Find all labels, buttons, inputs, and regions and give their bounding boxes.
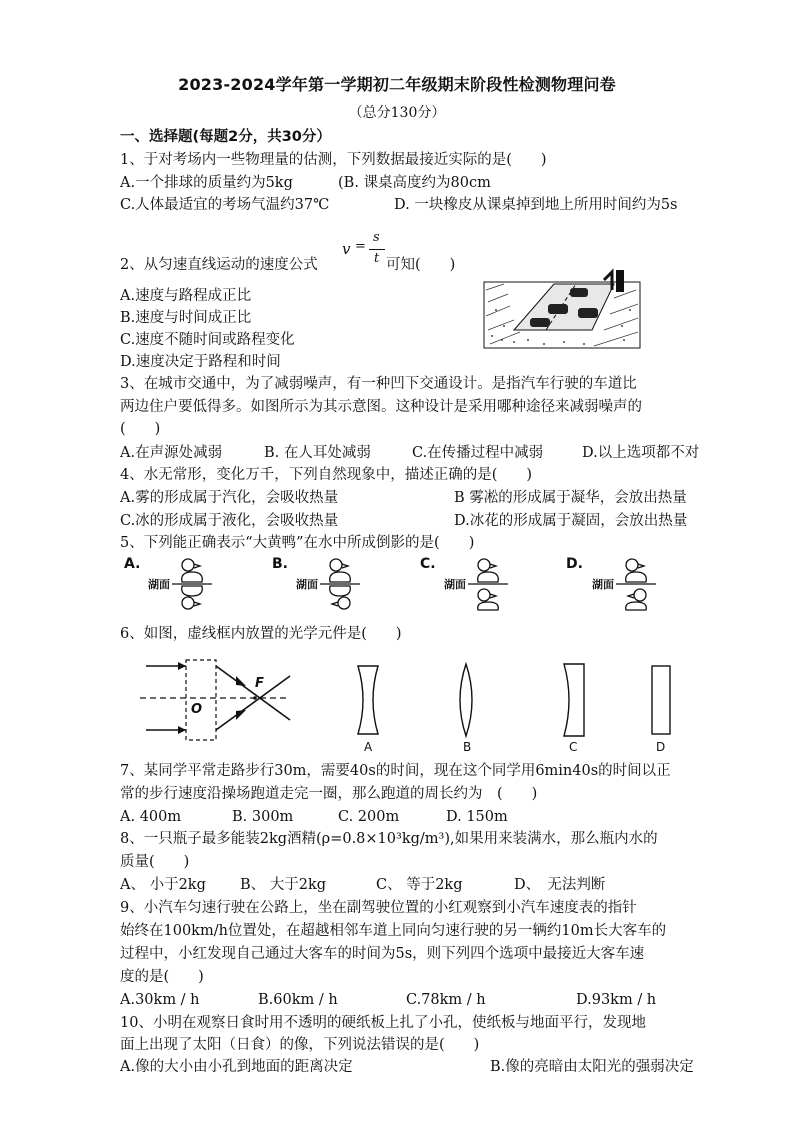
q6-label-d: D <box>656 740 666 754</box>
duck-figure-d <box>616 556 656 612</box>
q8-line1: 8、一只瓶子最多能装2kg酒精(ρ=0.8×10³kg/m³),如果用来装满水，那么瓶内水的 <box>120 831 658 847</box>
q6-stem: 6、如图，虚线框内放置的光学元件是( ) <box>120 626 402 642</box>
q9-line4: 度的是( ) <box>120 969 204 985</box>
q9-option-d: D.93km / h <box>576 992 657 1008</box>
q9-line3: 过程中，小红发现自己通过大客车的时间为5s，则下列四个选项中最接近大客车速 <box>120 946 645 962</box>
q1-option-b: (B. 课桌高度约为80cm <box>338 175 491 191</box>
q7-line1: 7、某同学平常走路步行30m，需要40s的时间，现在这个同学用6min40s的时间以正 <box>120 763 671 779</box>
q8-line2: 质量( ) <box>120 854 190 870</box>
duck-figure-c <box>468 556 508 612</box>
q6-label-b: B <box>463 740 472 754</box>
q1-option-d: D. 一块橡皮从课桌掉到地上所用时间约为5s <box>394 197 678 213</box>
formula-denominator: t <box>374 251 380 266</box>
q3-line3: ( ) <box>120 421 161 437</box>
fraction-bar <box>369 249 385 250</box>
q8-option-d: D、 无法判断 <box>514 877 606 893</box>
q10-option-b: B.像的亮暗由太阳光的强弱决定 <box>490 1059 694 1075</box>
q7-line2: 常的步行速度沿操场跑道走完一圈，那么跑道的周长约为 ( ) <box>120 786 538 802</box>
q3-option-d: D.以上选项都不对 <box>582 445 700 461</box>
q7-option-c: C. 200m <box>338 809 400 825</box>
sunken-road-illustration <box>484 270 640 350</box>
q5-label-c: C. <box>420 556 436 572</box>
section-heading: 一、选择题(每题2分，共30分） <box>120 129 331 145</box>
q3-line2: 两边住户要低得多。如图所示为其示意图。这种设计是采用哪种途径来减弱噪声的 <box>120 399 642 415</box>
q10-option-a: A.像的大小由小孔到地面的距离决定 <box>120 1059 353 1075</box>
q4-stem: 4、水无常形，变化万千，下列自然现象中，描述正确的是( ) <box>120 467 533 483</box>
q4-option-a: A.雾的形成属于汽化，会吸收热量 <box>120 490 339 506</box>
q5-lake-b: 湖面 <box>296 578 318 591</box>
q5-label-a: A. <box>124 556 141 572</box>
q4-option-d: D.冰花的形成属于凝固，会放出热量 <box>454 513 688 529</box>
optical-box-diagram <box>140 658 300 744</box>
q4-option-c: C.冰的形成属于液化，会吸收热量 <box>120 513 339 529</box>
glass-d-slab <box>650 664 672 736</box>
q9-line2: 始终在100km/h位置处，在超越相邻车道上同向匀速行驶的另一辆约10m长大客车的 <box>120 923 667 939</box>
q2-option-b: B.速度与时间成正比 <box>120 310 252 326</box>
q5-label-b: B. <box>272 556 288 572</box>
lens-c-plano-concave <box>562 662 586 738</box>
q3-line1: 3、在城市交通中，为了减弱噪声，有一种凹下交通设计。是指汽车行驶的车道比 <box>120 376 637 392</box>
lens-a-concave <box>356 664 380 736</box>
q8-option-c: C、 等于2kg <box>376 877 463 893</box>
q8-option-a: A、 小于2kg <box>120 877 206 893</box>
focus-label: F <box>255 676 264 691</box>
formula-numerator: s <box>373 230 380 245</box>
center-label: O <box>191 702 203 717</box>
q7-option-b: B. 300m <box>232 809 294 825</box>
q7-option-a: A. 400m <box>120 809 182 825</box>
q2-stem: 2、从匀速直线运动的速度公式 <box>120 257 318 273</box>
q1-option-c: C.人体最适宜的考场气温约37℃ <box>120 197 330 213</box>
q5-lake-c: 湖面 <box>444 578 466 591</box>
q9-option-a: A.30km / h <box>120 992 200 1008</box>
page-title: 2023-2024学年第一学期初二年级期末阶段性检测物理问卷 <box>178 75 616 94</box>
q3-option-a: A.在声源处减弱 <box>120 445 223 461</box>
q2-option-d: D.速度决定于路程和时间 <box>120 354 281 370</box>
duck-figure-b <box>320 556 360 612</box>
q7-option-d: D. 150m <box>446 809 508 825</box>
q5-stem: 5、下列能正确表示“大黄鸭”在水中所成倒影的是( ) <box>120 535 475 551</box>
q1-option-a: A.一个排球的质量约为5kg <box>120 175 293 191</box>
q2-stem-end: 可知( ) <box>386 257 456 273</box>
q5-lake-a: 湖面 <box>148 578 170 591</box>
q4-option-b: B 雾凇的形成属于凝华，会放出热量 <box>454 490 687 506</box>
q2-option-a: A.速度与路程成正比 <box>120 288 252 304</box>
formula-v: v <box>342 240 351 258</box>
q9-option-c: C.78km / h <box>406 992 486 1008</box>
q5-lake-d: 湖面 <box>592 578 614 591</box>
duck-figure-a <box>172 556 212 612</box>
q9-option-b: B.60km / h <box>258 992 338 1008</box>
q2-option-c: C.速度不随时间或路程变化 <box>120 332 295 348</box>
q9-line1: 9、小汽车匀速行驶在公路上，坐在副驾驶位置的小红观察到小汽车速度表的指针 <box>120 900 637 916</box>
q8-option-b: B、 大于2kg <box>240 877 327 893</box>
total-score: （总分130分） <box>348 105 446 121</box>
q6-label-c: C <box>569 740 578 754</box>
q6-label-a: A <box>364 740 373 754</box>
lens-b-convex <box>456 662 476 738</box>
q5-label-d: D. <box>566 556 583 572</box>
q10-line2: 面上出现了太阳（日食）的像，下列说法错误的是( ) <box>120 1037 480 1053</box>
q10-line1: 10、小明在观察日食时用不透明的硬纸板上扎了小孔，使纸板与地面平行，发现地 <box>120 1015 646 1031</box>
q3-option-c: C.在传播过程中减弱 <box>412 445 544 461</box>
formula-eq: = <box>355 239 366 254</box>
q3-option-b: B. 在人耳处减弱 <box>264 445 371 461</box>
q1-stem: 1、于对考场内一些物理量的估测，下列数据最接近实际的是( ) <box>120 152 547 168</box>
